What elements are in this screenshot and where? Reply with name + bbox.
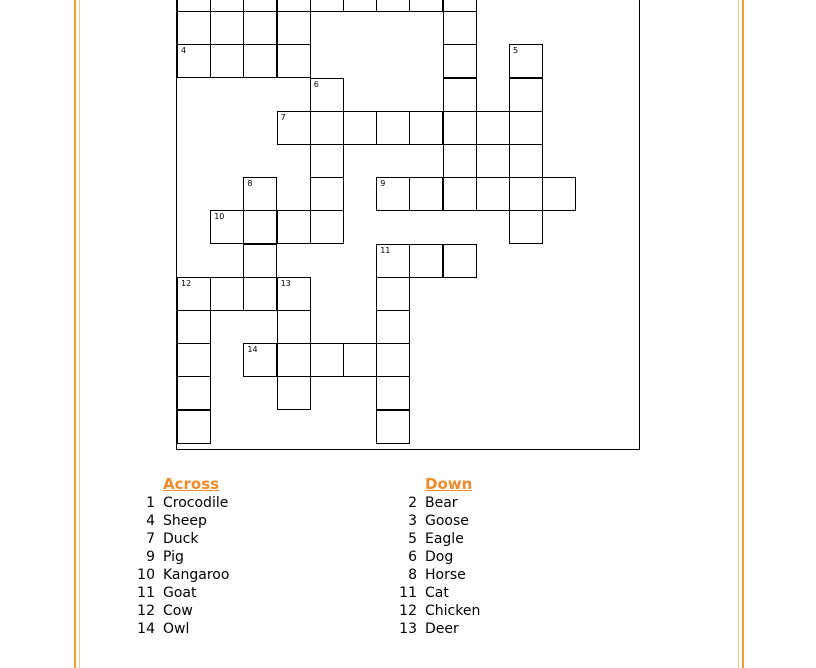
grid-cell[interactable]	[443, 78, 477, 112]
grid-cell[interactable]	[443, 244, 477, 278]
clue-number: 7	[146, 531, 155, 547]
grid-cell[interactable]	[177, 376, 211, 410]
clue-number: 5	[513, 46, 519, 56]
grid-cell[interactable]	[310, 343, 344, 377]
clue-number: 6	[408, 549, 417, 565]
clue-text: Eagle	[425, 531, 464, 547]
grid-cell[interactable]	[177, 310, 211, 344]
clue-text: Kangaroo	[163, 567, 230, 583]
clue-text: Horse	[425, 567, 466, 583]
clue-number: 12	[181, 278, 192, 288]
clue-text: Bear	[425, 495, 458, 511]
grid-cell[interactable]	[243, 44, 277, 78]
grid-cell[interactable]	[542, 177, 576, 211]
clue-item	[408, 548, 625, 566]
grid-cell[interactable]	[509, 78, 543, 112]
grid-cell[interactable]	[376, 177, 410, 211]
down-list	[399, 494, 625, 638]
clue-text: Pig	[163, 549, 184, 565]
clue-item	[146, 530, 363, 548]
grid-cell[interactable]	[277, 11, 311, 45]
grid-cell[interactable]	[210, 210, 244, 244]
clue-item	[137, 602, 363, 620]
grid-cell[interactable]	[443, 177, 477, 211]
clue-number: 3	[408, 513, 417, 529]
clue-text: Dog	[425, 549, 454, 565]
grid-cell[interactable]	[177, 44, 211, 78]
clue-number: 11	[137, 585, 155, 601]
grid-cell[interactable]	[310, 78, 344, 112]
clue-item	[408, 512, 625, 530]
grid-cell[interactable]	[509, 210, 543, 244]
clue-number: 2	[408, 495, 417, 511]
clue-number: 5	[408, 531, 417, 547]
clue-number: 9	[380, 179, 386, 189]
grid-cell[interactable]	[210, 0, 244, 12]
grid-cell[interactable]	[277, 111, 311, 145]
grid-cell[interactable]	[243, 277, 277, 311]
clue-item	[408, 494, 625, 512]
clue-item	[408, 530, 625, 548]
clue-number: 13	[280, 278, 291, 288]
across-heading: Across	[163, 475, 220, 493]
grid-cell[interactable]	[277, 210, 311, 244]
grid-cell[interactable]	[177, 343, 211, 377]
clue-item	[137, 584, 363, 602]
clue-text: Duck	[163, 531, 199, 547]
grid-cell[interactable]	[476, 111, 510, 145]
clue-text: Sheep	[163, 513, 207, 529]
clue-item	[137, 566, 363, 584]
grid-cell[interactable]	[443, 111, 477, 145]
grid-cell[interactable]	[277, 343, 311, 377]
grid-cell[interactable]	[243, 244, 277, 278]
down-heading: Down	[425, 475, 473, 493]
grid-cell[interactable]	[243, 177, 277, 211]
down-clues	[399, 475, 625, 638]
grid-cell[interactable]	[376, 310, 410, 344]
grid-cell[interactable]	[277, 0, 311, 12]
grid-cell[interactable]	[509, 44, 543, 78]
clue-text: Owl	[163, 621, 190, 637]
clue-number: 14	[137, 621, 155, 637]
grid-cell[interactable]	[277, 44, 311, 78]
clue-text: Chicken	[425, 603, 481, 619]
clue-number: 12	[399, 603, 417, 619]
grid-cell[interactable]	[277, 376, 311, 410]
clue-number: 13	[399, 621, 417, 637]
grid-cell[interactable]	[343, 111, 377, 145]
grid-cell[interactable]	[343, 0, 377, 12]
grid-cell[interactable]	[310, 0, 344, 12]
clue-number: 7	[280, 112, 286, 122]
grid-cell[interactable]	[277, 277, 311, 311]
clue-item	[137, 620, 363, 638]
grid-cell[interactable]	[277, 310, 311, 344]
grid-cell[interactable]	[310, 177, 344, 211]
clue-number: 10	[137, 567, 155, 583]
clue-number: 14	[247, 345, 258, 355]
grid-cell[interactable]	[376, 410, 410, 444]
grid-cell[interactable]	[409, 244, 443, 278]
grid-cell[interactable]	[476, 144, 510, 178]
grid-cell[interactable]	[409, 177, 443, 211]
clue-text: Goat	[163, 585, 197, 601]
grid-cell[interactable]	[409, 111, 443, 145]
clue-text: Cow	[163, 603, 193, 619]
grid-cell[interactable]	[443, 144, 477, 178]
clue-number: 12	[137, 603, 155, 619]
clue-number: 1	[146, 495, 155, 511]
clue-text: Goose	[425, 513, 469, 529]
grid-cell[interactable]	[310, 144, 344, 178]
clue-number: 9	[146, 549, 155, 565]
grid-cell[interactable]	[376, 0, 410, 12]
grid-cell[interactable]	[210, 11, 244, 45]
grid-cell[interactable]	[443, 44, 477, 78]
crossword-grid	[176, 0, 640, 450]
clue-text: Cat	[425, 585, 449, 601]
grid-cell[interactable]	[376, 111, 410, 145]
grid-cell[interactable]	[310, 111, 344, 145]
clue-text: Crocodile	[163, 495, 229, 511]
grid-cell[interactable]	[376, 244, 410, 278]
grid-cell[interactable]	[177, 0, 211, 12]
grid-cell[interactable]	[509, 177, 543, 211]
grid-cell[interactable]	[409, 0, 443, 12]
grid-cell[interactable]	[343, 343, 377, 377]
clue-number: 4	[146, 513, 155, 529]
clue-item	[146, 548, 363, 566]
grid-cell[interactable]	[210, 44, 244, 78]
clue-item	[399, 620, 625, 638]
grid-cell[interactable]	[310, 210, 344, 244]
grid-cell[interactable]	[177, 11, 211, 45]
clue-number: 11	[380, 245, 391, 255]
grid-cell[interactable]	[243, 210, 277, 244]
clue-number: 8	[408, 567, 417, 583]
clue-number: 10	[214, 212, 225, 222]
clue-number: 11	[399, 585, 417, 601]
clue-item	[146, 512, 363, 530]
grid-cell[interactable]	[376, 343, 410, 377]
grid-cell[interactable]	[177, 277, 211, 311]
across-list	[137, 494, 363, 638]
clue-text: Deer	[425, 621, 459, 637]
grid-cell[interactable]	[476, 177, 510, 211]
grid-cell[interactable]	[243, 11, 277, 45]
grid-cell[interactable]	[509, 144, 543, 178]
clue-item	[399, 602, 625, 620]
across-clues	[137, 475, 363, 638]
grid-cell[interactable]	[243, 343, 277, 377]
grid-cell[interactable]	[509, 111, 543, 145]
grid-cell[interactable]	[177, 410, 211, 444]
clue-item	[399, 584, 625, 602]
grid-cell[interactable]	[243, 0, 277, 12]
grid-cell[interactable]	[210, 277, 244, 311]
clue-number: 4	[181, 46, 187, 56]
grid-cell[interactable]	[443, 11, 477, 45]
grid-cell[interactable]	[443, 0, 477, 12]
clue-number: 8	[247, 179, 253, 189]
clue-number: 6	[313, 79, 319, 89]
clue-item	[146, 494, 363, 512]
grid-cell[interactable]	[376, 376, 410, 410]
clue-item	[408, 566, 625, 584]
grid-cell[interactable]	[376, 277, 410, 311]
